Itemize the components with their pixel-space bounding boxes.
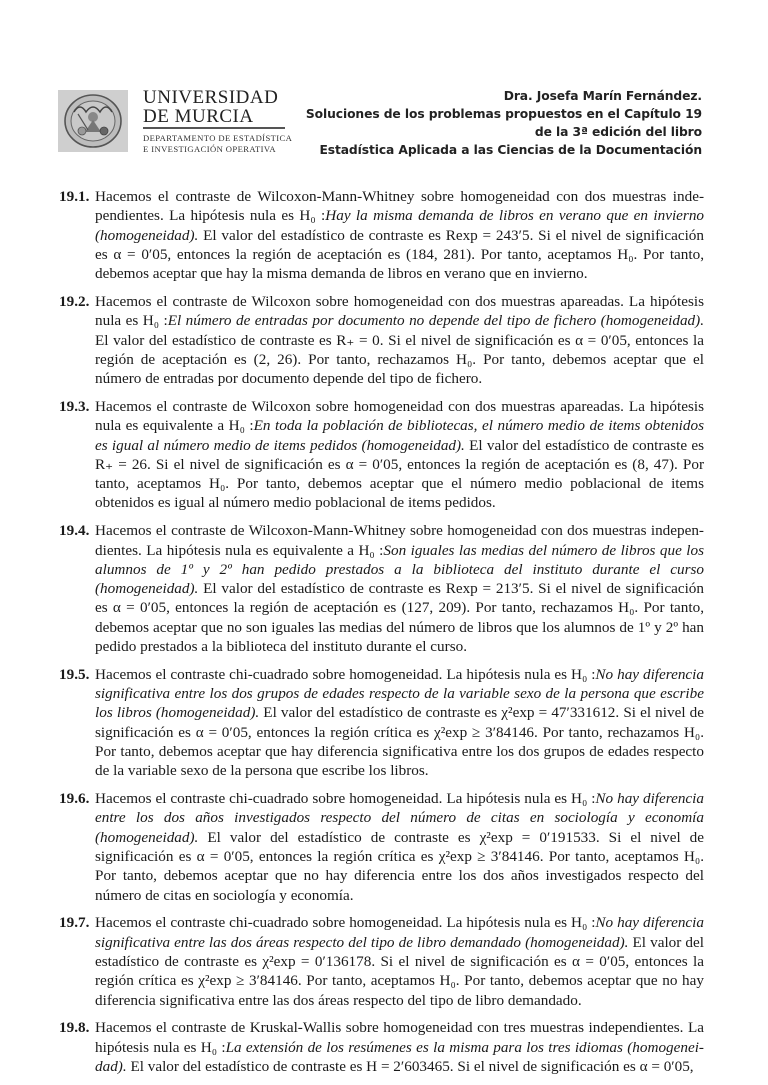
problem-list bbox=[59, 187, 704, 1085]
problem-intro: Hacemos el contraste de Wilcoxon sobre homogeneidad con dos muestras apareadas. La hipótesis nula es H₀ : bbox=[95, 292, 704, 330]
problem-body: El valor del estadístico de contraste es H = 2′603465. Si el nivel de significación es α = 0′05, bbox=[126, 1057, 694, 1075]
null-hypothesis: No hay diferencia entre los dos años investigados respecto del número de citas en sociología y economía (homogeneidad). bbox=[95, 790, 704, 846]
problem-number: 19.6. bbox=[59, 790, 90, 808]
problem-item bbox=[59, 187, 704, 283]
problem-body: El valor del estadístico de contraste es R₊ = 26. Si el nivel de significación es α = 0′05, entonces la región de aceptación es (8, 47). Por tanto, aceptamos H₀. Por tanto, debemos aceptar que el número medio poblacional de items obtenidos es igual al número medio poblacional de items pedidos. bbox=[95, 436, 704, 512]
problem-body: El valor del estadístico de contraste es χ²exp = 0′136178. Si el nivel de significación es α = 0′05, entonces la región crítica es χ²exp ≥ 3′84146. Por tanto, aceptamos H₀. Por tanto, debemos aceptar que no hay diferencia significativa entre las dos áreas respecto del tipo de libro demandado. bbox=[95, 933, 704, 1009]
problem-number: 19.8. bbox=[59, 1019, 90, 1037]
problem-intro: Hacemos el contraste de Wilcoxon-Mann-Whitney sobre homogeneidad con dos muestras inde-pendientes. La hipótesis nula es H₀ : bbox=[95, 188, 704, 225]
null-hypothesis: Hay la misma demanda de libros en verano que en invierno (homogeneidad). bbox=[95, 207, 705, 244]
department-line1: DEPARTAMENTO DE ESTADÍSTICA bbox=[143, 133, 293, 143]
author-name: Dra. Josefa Marín Fernández. bbox=[503, 89, 702, 103]
department-line2: E INVESTIGACIÓN OPERATIVA bbox=[143, 144, 277, 154]
problem-item bbox=[59, 913, 704, 1009]
subtitle-line1: Soluciones de los problemas propuestos en el Capítulo 19 bbox=[305, 107, 702, 121]
university-seal-icon bbox=[58, 90, 128, 152]
null-hypothesis: No hay diferencia significativa entre los dos grupos de edades respecto de la variable sexo de la persona que escribe los libros (homogeneidad). bbox=[95, 665, 704, 722]
null-hypothesis: El número de entradas por documento no depende del tipo de fichero (homogeneidad). bbox=[167, 312, 704, 330]
subtitle-line3: Estadística Aplicada a las Ciencias de la Documentación bbox=[319, 143, 702, 157]
problem-item bbox=[59, 521, 704, 656]
problem-number: 19.3. bbox=[59, 397, 90, 415]
problem-body: El valor del estadístico de contraste es Rexp = 243′5. Si el nivel de significación es α = 0′05, entonces la región de aceptación es (184, 281). Por tanto, aceptamos H₀. Por tanto, debemos aceptar que hay la misma demanda de libros en verano que en invierno. bbox=[95, 226, 704, 283]
university-name bbox=[143, 88, 278, 126]
problem-item bbox=[59, 292, 704, 388]
problem-body: El valor del estadístico de contraste es χ²exp = 0′191533. Si el nivel de significación es α = 0′05, entonces la región crítica es χ²exp ≥ 3′84146. Por tanto, aceptamos H₀. Por tanto, debemos aceptar que no hay diferencia entre los dos años investigados respecto del número de citas en sociología y economía. bbox=[95, 828, 704, 904]
department-name bbox=[143, 133, 292, 155]
problem-number: 19.2. bbox=[59, 292, 90, 310]
problem-intro: Hacemos el contraste chi-cuadrado sobre homogeneidad. La hipótesis nula es H₀ : bbox=[95, 665, 596, 683]
problem-body: El valor del estadístico de contraste es Rexp = 213′5. Si el nivel de significación es α = 0′05, entonces la región de aceptación es (127, 209). Por tanto, rechazamos H₀. Por tanto, debemos aceptar que no son iguales las medias del número de libros que los alumnos de 1º y 2º han pedido prestados a la biblioteca del instituto durante el curso. bbox=[95, 580, 704, 656]
null-hypothesis: Son iguales las medias del número de libros que los alumnos de 1º y 2º han pedido prestados a la biblioteca del instituto durante el curso (homogeneidad). bbox=[95, 541, 704, 598]
problem-number: 19.5. bbox=[59, 665, 90, 683]
problem-intro: Hacemos el contraste de Wilcoxon-Mann-Whitney sobre homogeneidad con dos muestras indepen-dientes. La hipótesis nula es equivalente a H₀ : bbox=[95, 522, 704, 559]
problem-item bbox=[59, 665, 704, 781]
page-header bbox=[0, 0, 768, 170]
null-hypothesis: No hay diferencia significativa entre las dos áreas respecto del tipo de libro demandado (homogeneidad). bbox=[95, 914, 704, 951]
problem-number: 19.7. bbox=[59, 914, 90, 932]
problem-number: 19.4. bbox=[59, 522, 90, 540]
problem-body: El valor del estadístico de contraste es χ²exp = 47′331612. Si el nivel de significación es α = 0′05, entonces la región crítica es χ²exp ≥ 3′84146. Por tanto, rechazamos H₀. Por tanto, debemos aceptar que hay diferencia significativa entre los dos grupos de edades respecto de la variable sexo de la persona que escribe los libros. bbox=[95, 704, 704, 780]
university-name-line1: UNIVERSIDAD bbox=[143, 87, 279, 108]
problem-intro: Hacemos el contraste de Wilcoxon sobre homogeneidad con dos muestras apareadas. La hipótesis nula es equivalente a H₀ : bbox=[95, 397, 704, 435]
problem-intro: Hacemos el contraste de Kruskal-Wallis sobre homogeneidad con tres muestras independientes. La hipótesis nula es H₀ : bbox=[95, 1019, 704, 1056]
problem-item bbox=[59, 397, 704, 513]
null-hypothesis: La extensión de los resúmenes es la misma para los tres idiomas (homogenei-dad). bbox=[95, 1038, 704, 1075]
subtitle-line2: de la 3ª edición del libro bbox=[534, 125, 702, 139]
problem-intro: Hacemos el contraste chi-cuadrado sobre homogeneidad. La hipótesis nula es H₀ : bbox=[95, 790, 596, 808]
null-hypothesis: En toda la población de bibliotecas, el número medio de items obtenidos es igual al número medio de items pedidos (homogeneidad). bbox=[95, 417, 704, 454]
problem-item bbox=[59, 1018, 704, 1076]
university-name-line2: DE MURCIA bbox=[143, 106, 254, 127]
problem-item bbox=[59, 789, 704, 905]
problem-body: El valor del estadístico de contraste es R₊ = 0. Si el nivel de significación es α = 0′05, entonces la región de aceptación es (2, 26). Por tanto, rechazamos H₀. Por tanto, debemos aceptar que el número de entradas por documento depende del tipo de fichero. bbox=[95, 331, 704, 388]
problem-number: 19.1. bbox=[59, 188, 90, 205]
document-title-block bbox=[306, 87, 702, 159]
header-rule bbox=[143, 127, 285, 129]
problem-intro: Hacemos el contraste chi-cuadrado sobre homogeneidad. La hipótesis nula es H₀ : bbox=[95, 914, 596, 932]
